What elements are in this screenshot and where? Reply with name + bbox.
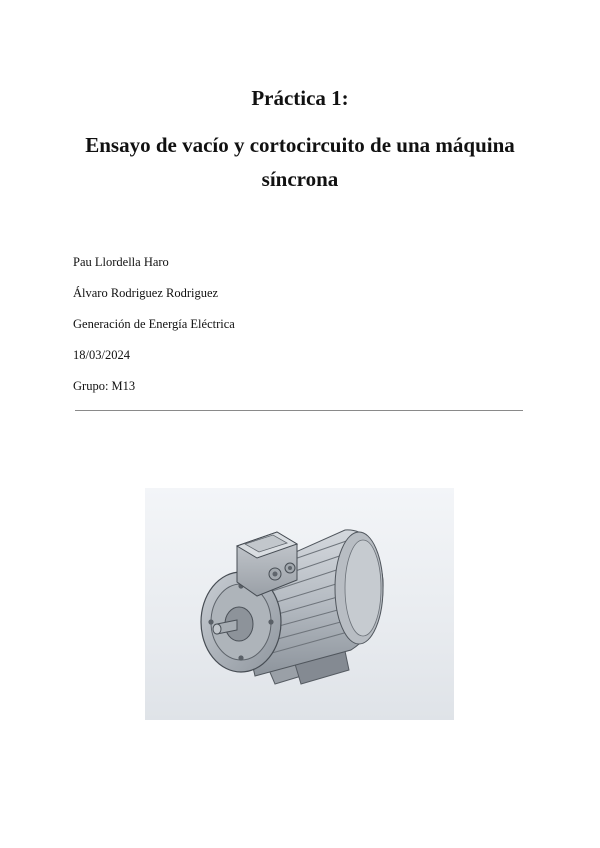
author-name: Pau Llordella Haro (73, 255, 169, 269)
electric-motor-illustration (145, 488, 454, 720)
course-name: Generación de Energía Eléctrica (73, 317, 235, 331)
author-name: Álvaro Rodriguez Rodriguez (73, 286, 219, 300)
group-label: Grupo: M13 (73, 379, 136, 393)
document-date: 18/03/2024 (73, 348, 130, 362)
page-title: Práctica 1: (251, 86, 349, 110)
author-info (73, 247, 235, 402)
page-subtitle: Ensayo de vacío y cortocircuito de una máquina síncrona (85, 133, 515, 191)
motor-figure (145, 488, 454, 720)
horizontal-divider (75, 410, 523, 411)
